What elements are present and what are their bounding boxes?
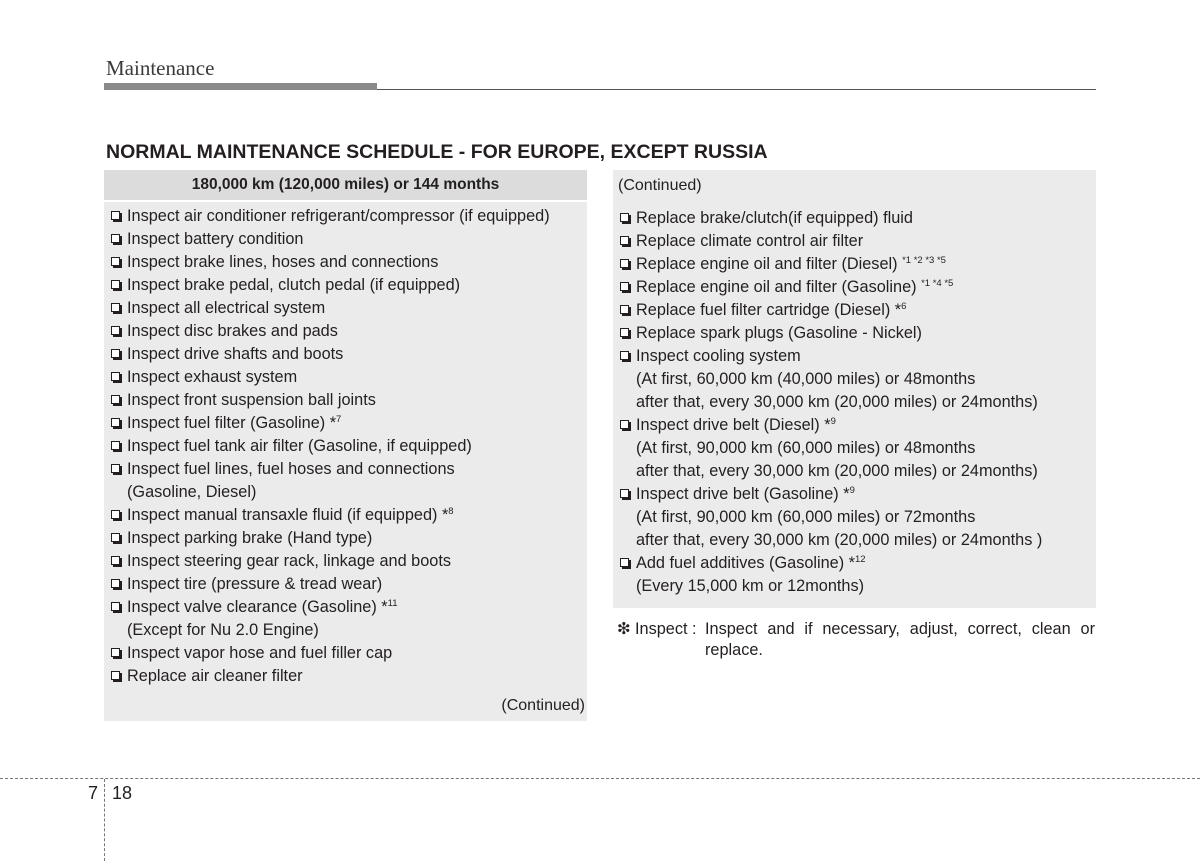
item-text: Inspect manual transaxle fluid (if equipped) * — [127, 506, 449, 524]
item-text: Inspect disc brakes and pads — [127, 322, 338, 340]
item-text: Inspect valve clearance (Gasoline) * — [127, 598, 388, 616]
item-line — [127, 596, 583, 619]
checklist-item — [619, 322, 1092, 345]
item-line — [636, 483, 1092, 506]
item-note: (Except for Nu 2.0 Engine) — [127, 621, 319, 639]
checkbox-icon — [620, 351, 629, 360]
checklist-item — [110, 228, 583, 251]
header-rule-thick — [104, 83, 377, 90]
checkbox-icon — [111, 510, 120, 519]
checkbox-icon — [620, 213, 629, 222]
checkbox-icon — [620, 305, 629, 314]
checklist-item — [110, 205, 583, 228]
checkbox-icon — [111, 280, 120, 289]
checklist-item — [110, 665, 583, 688]
checklist-item — [619, 552, 1092, 598]
item-line — [127, 527, 583, 550]
item-line — [636, 207, 1092, 230]
checklist-item — [110, 412, 583, 435]
checkbox-icon — [111, 602, 120, 611]
checkbox-icon — [111, 257, 120, 266]
checklist-item — [619, 230, 1092, 253]
item-line — [127, 251, 583, 274]
item-text: Inspect fuel lines, fuel hoses and connections — [127, 460, 455, 478]
footnote-ref: 7 — [336, 414, 342, 425]
checklist-item — [110, 573, 583, 596]
right-checklist — [619, 207, 1092, 598]
checklist-item — [619, 299, 1092, 322]
item-line — [636, 345, 1092, 368]
checkbox-icon — [111, 671, 120, 680]
footnote-ref: 9 — [849, 485, 855, 496]
item-text: Replace engine oil and filter (Gasoline) — [636, 278, 922, 296]
item-line — [127, 297, 583, 320]
checkbox-icon — [111, 372, 120, 381]
checklist-item — [110, 389, 583, 412]
item-line — [127, 665, 583, 688]
continued-heading: (Continued) — [618, 177, 702, 194]
item-text: Inspect fuel tank air filter (Gasoline, if equipped) — [127, 437, 472, 455]
item-line — [636, 552, 1092, 575]
checklist-item — [619, 414, 1092, 483]
footnote-ref: *1 *4 *5 — [921, 278, 954, 289]
header-rule-thin — [377, 89, 1096, 90]
item-line — [127, 435, 583, 458]
item-note: (At first, 90,000 km (60,000 miles) or 48months — [636, 439, 976, 457]
item-text: Replace air cleaner filter — [127, 667, 303, 685]
chapter-number: 7 — [88, 783, 99, 803]
item-text: Replace spark plugs (Gasoline - Nickel) — [636, 324, 922, 342]
checkbox-icon — [111, 533, 120, 542]
item-text: Inspect drive belt (Diesel) * — [636, 416, 831, 434]
inspect-footnote — [617, 619, 1095, 661]
asterism-icon: ❇ — [617, 620, 631, 638]
checkbox-icon — [620, 282, 629, 291]
item-note: (At first, 90,000 km (60,000 miles) or 72months — [636, 508, 976, 526]
checklist-item — [110, 596, 583, 642]
item-text: Replace climate control air filter — [636, 232, 864, 250]
item-text: Inspect parking brake (Hand type) — [127, 529, 373, 547]
item-line — [127, 366, 583, 389]
item-line — [127, 343, 583, 366]
item-text: Add fuel additives (Gasoline) * — [636, 554, 856, 572]
item-line — [636, 230, 1092, 253]
checkbox-icon — [111, 234, 120, 243]
checkbox-icon — [620, 558, 629, 567]
checklist-item — [110, 458, 583, 504]
checklist-item — [110, 550, 583, 573]
checkbox-icon — [111, 441, 120, 450]
footnote-ref: *1 *2 *3 *5 — [902, 255, 946, 266]
checklist-item — [110, 343, 583, 366]
item-note: after that, every 30,000 km (20,000 miles) or 24months) — [636, 393, 1038, 411]
checkbox-icon — [111, 648, 120, 657]
item-text: Inspect fuel filter (Gasoline) * — [127, 414, 337, 432]
item-line — [636, 299, 1092, 322]
item-text: Inspect battery condition — [127, 230, 304, 248]
item-line — [636, 414, 1092, 437]
checkbox-icon — [620, 328, 629, 337]
item-text: Inspect front suspension ball joints — [127, 391, 376, 409]
item-line — [636, 322, 1092, 345]
checklist-item — [110, 274, 583, 297]
item-text: Inspect drive belt (Gasoline) * — [636, 485, 850, 503]
item-text: Inspect brake lines, hoses and connections — [127, 253, 439, 271]
checkbox-icon — [111, 303, 120, 312]
item-line — [127, 550, 583, 573]
schedule-left-column — [104, 170, 587, 721]
footnote-definition: Inspect and if necessary, adjust, correct, clean or replace. — [705, 620, 1095, 659]
item-text: Inspect steering gear rack, linkage and boots — [127, 552, 452, 570]
checkbox-icon — [111, 556, 120, 565]
page-title: NORMAL MAINTENANCE SCHEDULE - FOR EUROPE, EXCEPT RUSSIA — [106, 141, 768, 163]
checkbox-icon — [111, 579, 120, 588]
item-text: Inspect exhaust system — [127, 368, 298, 386]
checklist-item — [110, 251, 583, 274]
item-line — [127, 642, 583, 665]
checkbox-icon — [111, 326, 120, 335]
item-text: Inspect all electrical system — [127, 299, 326, 317]
checkbox-icon — [620, 489, 629, 498]
footer-rule — [0, 778, 1200, 779]
footnote-ref: 6 — [901, 301, 907, 312]
interval-heading: 180,000 km (120,000 miles) or 144 months — [104, 170, 587, 202]
checklist-item — [110, 527, 583, 550]
checklist-item — [110, 320, 583, 343]
item-line — [127, 412, 583, 435]
footer-divider — [104, 779, 105, 861]
checklist-item — [110, 366, 583, 389]
checklist-item — [110, 297, 583, 320]
item-text: Inspect drive shafts and boots — [127, 345, 344, 363]
item-text: Replace fuel filter cartridge (Diesel) * — [636, 301, 902, 319]
section-title: Maintenance — [106, 56, 215, 80]
item-text: Inspect brake pedal, clutch pedal (if equipped) — [127, 276, 461, 294]
item-line — [127, 274, 583, 297]
checkbox-icon — [620, 420, 629, 429]
item-line — [127, 573, 583, 596]
item-note: (Every 15,000 km or 12months) — [636, 577, 865, 595]
checklist-item — [110, 642, 583, 665]
footnote-ref: 12 — [855, 554, 866, 565]
checkbox-icon — [111, 349, 120, 358]
checklist-item — [619, 207, 1092, 230]
item-text: Inspect tire (pressure & tread wear) — [127, 575, 383, 593]
checkbox-icon — [620, 236, 629, 245]
item-text: Replace engine oil and filter (Diesel) — [636, 255, 903, 273]
checkbox-icon — [111, 464, 120, 473]
checkbox-icon — [620, 259, 629, 268]
item-note: (Gasoline, Diesel) — [127, 483, 257, 501]
checklist-item — [619, 276, 1092, 299]
item-text: Inspect vapor hose and fuel filler cap — [127, 644, 393, 662]
checkbox-icon — [111, 395, 120, 404]
item-line — [127, 205, 583, 228]
item-line — [636, 276, 1092, 299]
page-number: 18 — [112, 783, 133, 803]
item-line — [636, 253, 1092, 276]
checkbox-icon — [111, 211, 120, 220]
checkbox-icon — [111, 418, 120, 427]
item-line — [127, 389, 583, 412]
item-line — [127, 504, 583, 527]
schedule-right-column — [613, 170, 1096, 608]
item-line — [127, 228, 583, 251]
checklist-item — [110, 504, 583, 527]
item-line — [127, 320, 583, 343]
checklist-item — [619, 253, 1092, 276]
footnote-ref: 8 — [448, 506, 454, 517]
checklist-item — [619, 483, 1092, 552]
checklist-item — [110, 435, 583, 458]
item-note: after that, every 30,000 km (20,000 miles) or 24months) — [636, 462, 1038, 480]
footnote-term: Inspect : — [635, 620, 697, 638]
item-text: Inspect air conditioner refrigerant/compressor (if equipped) — [127, 207, 550, 225]
item-line — [127, 458, 583, 481]
item-text: Replace brake/clutch(if equipped) fluid — [636, 209, 913, 227]
item-note: (At first, 60,000 km (40,000 miles) or 48months — [636, 370, 976, 388]
checklist-item — [619, 345, 1092, 414]
footnote-ref: 11 — [387, 598, 398, 609]
continued-label: (Continued) — [501, 697, 585, 714]
left-checklist — [110, 205, 583, 688]
item-text: Inspect cooling system — [636, 347, 801, 365]
footnote-ref: 9 — [830, 416, 836, 427]
item-note: after that, every 30,000 km (20,000 miles) or 24months ) — [636, 531, 1043, 549]
